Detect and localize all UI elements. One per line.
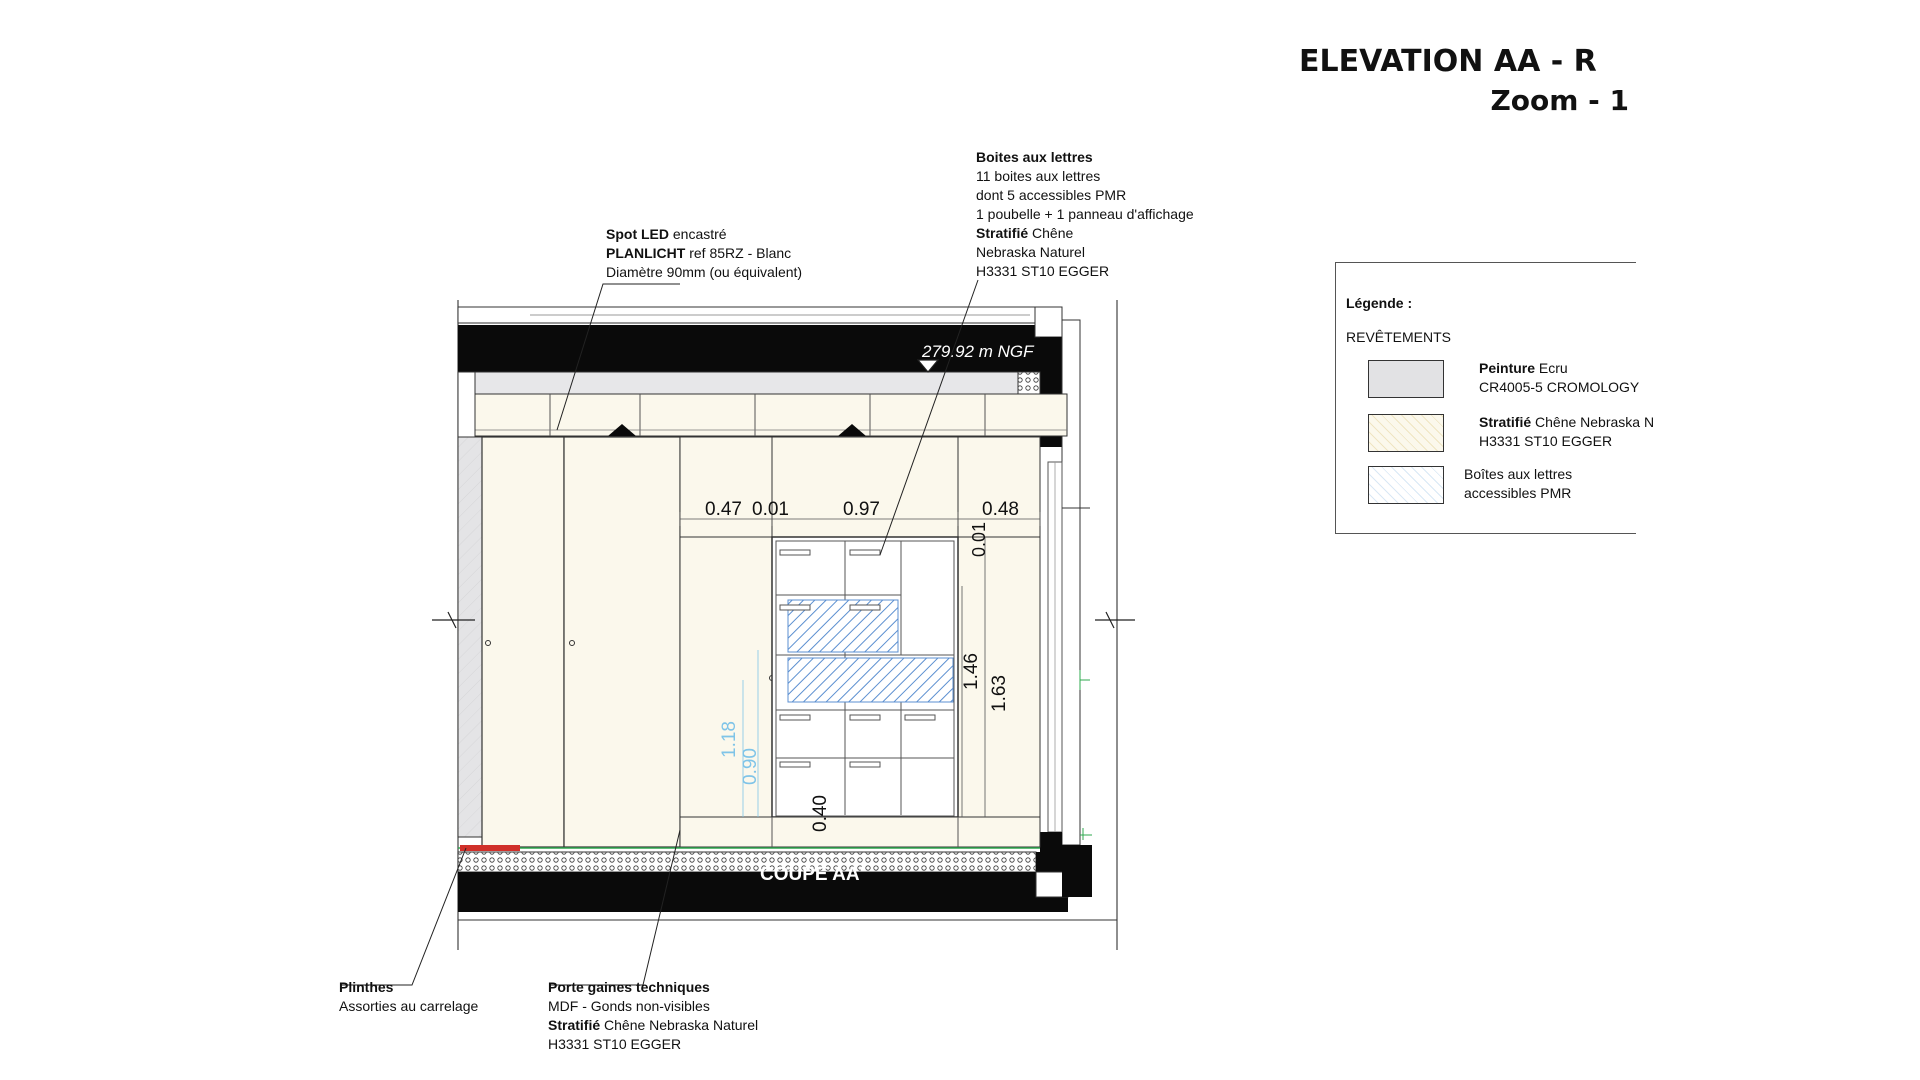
plinthes-title: Plinthes bbox=[339, 979, 394, 995]
boites-title: Boites aux lettres bbox=[976, 149, 1093, 165]
pmr-boxes-lower bbox=[788, 658, 953, 702]
dim-048: 0.48 bbox=[982, 499, 1019, 520]
boites-line4: 1 poubelle + 1 panneau d'affichage bbox=[976, 206, 1194, 222]
dim-v001: 0.01 bbox=[969, 521, 989, 557]
plinth-red bbox=[460, 845, 520, 851]
dim-v040: 0.40 bbox=[810, 795, 831, 832]
boites-line3: dont 5 accessibles PMR bbox=[976, 187, 1127, 203]
tall-door-2 bbox=[564, 437, 680, 847]
dim-v146: 1.46 bbox=[961, 653, 982, 690]
legend-swatch-peinture bbox=[1368, 360, 1444, 398]
legend-peinture-rest: Ecru bbox=[1535, 360, 1568, 376]
porte-title: Porte gaines techniques bbox=[548, 979, 710, 995]
boites-line2: 11 boites aux lettres bbox=[976, 168, 1101, 184]
tall-door-1 bbox=[482, 437, 564, 847]
dim-v090: 0.90 bbox=[740, 748, 761, 785]
legend-swatch-stratifie bbox=[1368, 414, 1444, 452]
leader-plinthes bbox=[340, 848, 466, 985]
legend-item-pmr bbox=[1464, 465, 1572, 503]
boites-chene: Chêne bbox=[1028, 225, 1074, 241]
dim-047: 0.47 bbox=[705, 499, 742, 520]
legend-peinture-ref: CR4005-5 CROMOLOGY bbox=[1479, 379, 1640, 395]
planlicht-bold: PLANLICHT bbox=[606, 245, 686, 261]
spot-led-rest: encastré bbox=[669, 226, 727, 242]
porte-stratifie: Stratifié bbox=[548, 1017, 601, 1033]
dim-097: 0.97 bbox=[843, 499, 880, 520]
annotation-plinthes bbox=[339, 978, 478, 1016]
plinthes-line2: Assorties au carrelage bbox=[339, 998, 479, 1014]
legend-section: REVÊTEMENTS bbox=[1346, 329, 1452, 345]
legend-stratifie-rest: Chêne Nebraska N bbox=[1531, 414, 1655, 430]
planlicht-rest: ref 85RZ - Blanc bbox=[685, 245, 792, 261]
sheet-subtitle: Zoom - 1 bbox=[1490, 84, 1629, 117]
spot-led-diameter: Diamètre 90mm (ou équivalent) bbox=[606, 264, 803, 280]
porte-chene: Chêne Nebraska Naturel bbox=[600, 1017, 759, 1033]
legend-box bbox=[1335, 262, 1655, 534]
dim-001: 0.01 bbox=[752, 499, 789, 520]
legend-item-peinture bbox=[1479, 359, 1639, 397]
sheet-title: ELEVATION AA - R bbox=[1299, 44, 1597, 79]
legend-title: Légende : bbox=[1346, 295, 1413, 311]
legend-item-stratifie bbox=[1479, 413, 1654, 451]
dim-v118: 1.18 bbox=[719, 721, 740, 758]
annotation-spot-led bbox=[606, 225, 802, 282]
dim-v163: 1.63 bbox=[989, 675, 1010, 712]
boites-line7: H3331 ST10 EGGER bbox=[976, 263, 1110, 279]
boites-stratifie: Stratifié bbox=[976, 225, 1029, 241]
level-ngf-label: 279.92 m NGF bbox=[922, 342, 1034, 361]
spot-led-bold: Spot LED bbox=[606, 226, 669, 242]
section-cut-label: COUPE AA' bbox=[760, 864, 865, 885]
annotation-boites bbox=[976, 148, 1194, 281]
false-ceiling bbox=[475, 372, 1067, 394]
legend-pmr-rest: Boîtes aux lettres bbox=[1464, 466, 1573, 482]
legend-stratifie-bold: Stratifié bbox=[1479, 414, 1532, 430]
porte-line4: H3331 ST10 EGGER bbox=[548, 1036, 682, 1052]
legend-peinture-bold: Peinture bbox=[1479, 360, 1536, 376]
legend-swatch-pmr bbox=[1368, 466, 1444, 504]
porte-line2: MDF - Gonds non-visibles bbox=[548, 998, 710, 1014]
legend-pmr-line2: accessibles PMR bbox=[1464, 485, 1572, 501]
legend-stratifie-ref: H3331 ST10 EGGER bbox=[1479, 433, 1613, 449]
boites-line6: Nebraska Naturel bbox=[976, 244, 1085, 260]
annotation-porte bbox=[548, 978, 758, 1054]
